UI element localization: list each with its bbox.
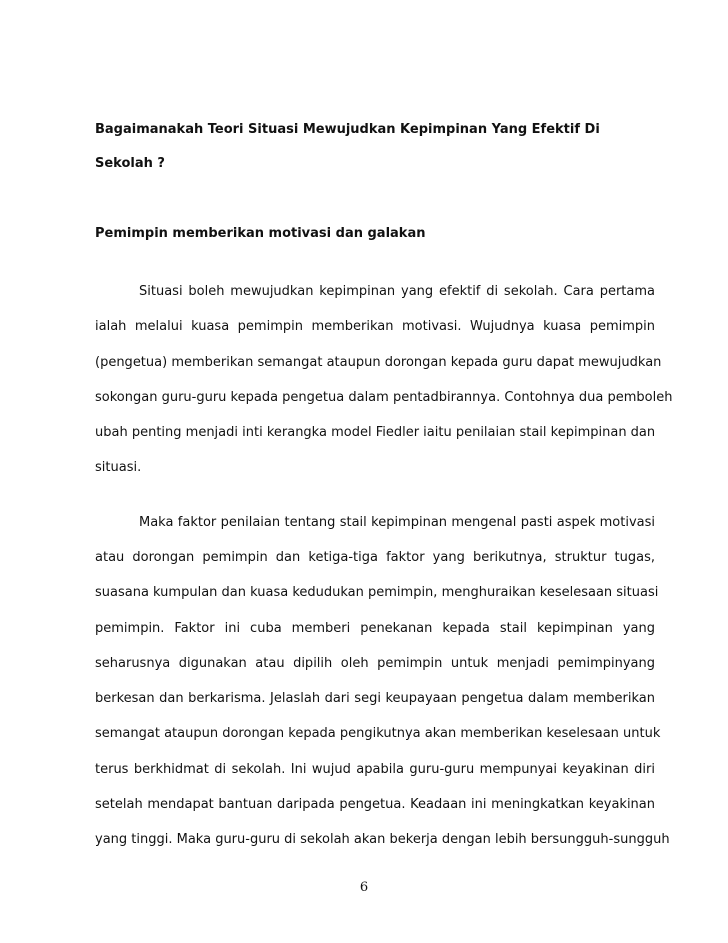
paragraph-2-line-2: atau dorongan pemimpin dan ketiga-tiga faktor yang berikutnya, struktur tugas, <box>95 550 655 565</box>
paragraph-2-line-1: Maka faktor penilaian tentang stail kepimpinan mengenal pasti aspek motivasi <box>139 515 655 530</box>
paragraph-2-line-8: terus berkhidmat di sekolah. Ini wujud apabila guru-guru mempunyai keyakinan diri <box>95 762 655 777</box>
page-number: 6 <box>359 880 369 895</box>
paragraph-2-line-7: semangat ataupun dorongan kepada pengikutnya akan memberikan keselesaan untuk <box>95 726 661 741</box>
paragraph-2-line-3: suasana kumpulan dan kuasa kedudukan pemimpin, menghuraikan keselesaan situasi <box>95 585 659 600</box>
paragraph-1-line-4: sokongan guru-guru kepada pengetua dalam pentadbirannya. Contohnya dua pemboleh <box>95 390 673 405</box>
paragraph-1-line-3: (pengetua) memberikan semangat ataupun dorongan kepada guru dapat mewujudkan <box>95 355 662 370</box>
paragraph-1-line-1: Situasi boleh mewujudkan kepimpinan yang efektif di sekolah. Cara pertama <box>139 284 655 299</box>
title-block-2 <box>95 155 655 173</box>
title-line-1: Bagaimanakah Teori Situasi Mewujudkan Kepimpinan Yang Efektif Di <box>95 122 600 137</box>
paragraph-1-line-5: ubah penting menjadi inti kerangka model Fiedler iaitu penilaian stail kepimpinan dan <box>95 425 656 440</box>
title-block <box>95 121 655 139</box>
paragraph-1-line-6: situasi. <box>95 460 142 475</box>
subheading: Pemimpin memberikan motivasi dan galakan <box>95 226 426 241</box>
subheading-block <box>95 225 655 243</box>
paragraph-2-line-4: pemimpin. Faktor ini cuba memberi penekanan kepada stail kepimpinan yang <box>95 621 655 636</box>
paragraph-2-line-10: yang tinggi. Maka guru-guru di sekolah akan bekerja dengan lebih bersungguh-sungguh <box>95 832 670 847</box>
paragraph-2-line-6: berkesan dan berkarisma. Jelaslah dari segi keupayaan pengetua dalam memberikan <box>95 691 655 706</box>
title-line-2: Sekolah ? <box>95 156 165 171</box>
paragraph-1-line-2: ialah melalui kuasa pemimpin memberikan motivasi. Wujudnya kuasa pemimpin <box>95 319 655 334</box>
paragraph-2-line-5: seharusnya digunakan atau dipilih oleh pemimpin untuk menjadi pemimpinyang <box>95 656 655 671</box>
paragraph-2-line-9: setelah mendapat bantuan daripada pengetua. Keadaan ini meningkatkan keyakinan <box>95 797 655 812</box>
